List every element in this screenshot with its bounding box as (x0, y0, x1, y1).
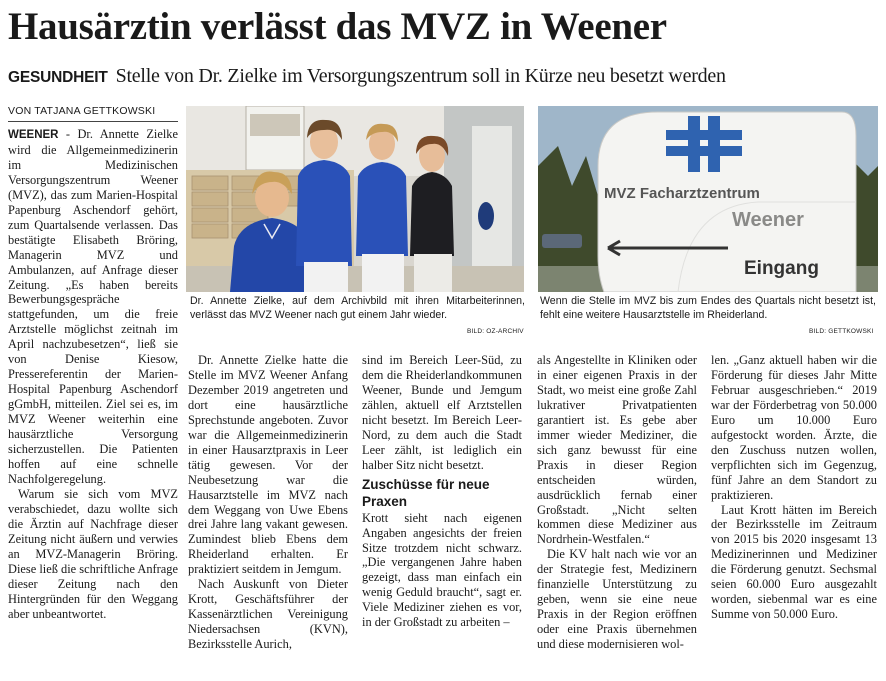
headline: Hausärztin verlässt das MVZ in Weener (8, 5, 667, 48)
sign-photo-caption: Wenn die Stelle im MVZ bis zum Endes des Quartals nicht besetzt ist, fehlt eine weitere Hausarztstelle im Rheiderland. (540, 295, 876, 321)
paragraph: Warum sie sich vom MVZ verabschiedet, dazu wollte sich die Ärztin auf Nachfrage dieser Zeitung nicht äußern und verwies an MVZ-Managerin Bröring. Diese ließ die schriftliche Anfrage dieser Zeitung nach den Hintergründen für den Weggang aber unbeantwortet. (8, 486, 178, 621)
paragraph: sind im Bereich Leer-Süd, zu dem die Rheiderlandkommunen Weener, Bunde und Jemgum zählen, aktuell elf Arztstellen nicht besetzt. Im Bereich Leer-Nord, zu dem auch die Stadt Leer zählt, ist lediglich ein halber Sitz nicht besetzt. (362, 353, 522, 472)
sign-photo (538, 106, 878, 292)
team-photo-image (186, 106, 524, 292)
team-photo-credit: BILD: OZ-ARCHIV (467, 328, 524, 335)
sign-photo-image (538, 106, 878, 292)
paragraph: Laut Krott hätten im Bereich der Bezirksstelle im Zeitraum von 2015 bis 2020 insgesamt 13 Medizinerinnen und Mediziner die Förderung genutzt. Sechsmal seien 60.000 Euro ausgezahlt worden, siebenmal war es eine Summe von 50.000 Euro. (711, 502, 877, 622)
subheadline (8, 64, 880, 90)
paragraph: len. „Ganz aktuell haben wir die Förderung für dieses Jahr Mitte Februar ausgeschrieben.“ 2019 war der Förderbetrag von 50.000 Euro um 10.000 Euro aufgestockt worden. Ärzte, die den Zuschuss nutzen wollen, verpflichten sich im Gegenzug, fünf Jahre an dem Standort zu praktizieren. (711, 353, 877, 502)
deck-text: Stelle von Dr. Zielke im Versorgungszentrum soll in Kürze neu besetzt werden (115, 65, 726, 87)
article-column-1 (8, 127, 178, 667)
sign-line3: Eingang (744, 258, 819, 279)
paragraph: Krott sieht nach eigenen Angaben angesichts der freien Sitze trotzdem nicht schwarz. „Die vergangenen Jahre haben gezeigt, dass man einfach ein wenig Geduld braucht“, sagt er. Viele Mediziner ziehen es vor, in der Großstadt zu arbeiten – (362, 510, 522, 630)
team-photo (186, 106, 524, 292)
byline-rule (8, 121, 178, 122)
team-photo-caption: Dr. Annette Zielke, auf dem Archivbild mit ihren Mitarbeiterinnen, verlässt das MVZ Weener nach gut einem Jahr wieder. (190, 295, 525, 321)
section-kicker: GESUNDHEIT (8, 69, 108, 86)
paragraph: Dr. Annette Zielke hatte die Stelle im MVZ Weener Anfang Dezember 2019 angetreten und dort eine hausärztliche Sprechstunde angeboten. Zuvor war die Allgemeinmedizinerin in einer Hausarztpraxis in Leer tätig gewesen. Vor der Neubesetzung war die Hausarztstelle im MVZ nach dem Weggang von Uwe Ebens drei Jahre lang vakant gewesen. Zumindest blieb Ebens dem Rheiderland erhalten. Er praktiziert seitdem in Jemgum. (188, 353, 348, 577)
article-column-2 (188, 353, 348, 669)
byline: VON TATJANA GETTKOWSKI (8, 105, 156, 117)
sign-line2: Weener (732, 209, 804, 231)
article-column-4 (537, 353, 697, 669)
sign-line1: MVZ Facharztzentrum (604, 185, 760, 202)
article-column-3 (362, 353, 522, 669)
paragraph: Nach Auskunft von Dieter Krott, Geschäftsführer der Kassenärztlichen Vereinigung Niedersachsen (KVN), Bezirksstelle Aurich, (188, 577, 348, 652)
lead-paragraph (8, 127, 178, 487)
dateline: WEENER (8, 129, 59, 141)
paragraph: als Angestellte in Kliniken oder in einer eigenen Praxis in der Stadt, wo meist eine große Zahl lukrativer Privatpatienten garantiert ist. Es gebe aber immer wieder Mediziner, die sich ganz bewusst für eine Praxis in dieser Region entscheiden würden, ausdrücklich fernab einer Großstadt. „Nicht selten kommen diese Mediziner aus Nordrhein-Westfalen.“ (537, 353, 697, 547)
subheading: Zuschüsse für neue Praxen (362, 476, 490, 509)
lead-text: - Dr. Annette Zielke wird die Allgemeinmedizinerin im Medizinischen Versorgungszentrum Weener (MVZ), das zum Marien-Hospital Papenburg Aschendorf gehört, zum Quartalsende verlassen. Das bestätigte Elisabeth Bröring, Managerin MVZ und Ambulanzen, auf Anfrage dieser Zeitung. „Es haben bereits Bewerbungsgespräche stattgefunden, um die freie Arztstelle möglichst zeitnah im April nachzubesetzen“, ließ sie von Denise Kiesow, Pressereferentin der Marien-Hospital Papenburg Aschendorf gGmbH, mitteilen. Ziel sei es, im MVZ Weener weiterhin eine hausärztliche Versorgung sicherzustellen. Die Patienten hoffen auf eine schnelle Nachfolgeregelung. (8, 127, 178, 486)
paragraph: Die KV halt nach wie vor an der Strategie fest, Medizinern finanzielle Unterstützung zu geben, wenn sie eine neue Praxis in der Region eröffnen oder eine Praxis übernehmen und diese modernisieren wol- (537, 547, 697, 652)
sign-photo-credit: BILD: GETTKOWSKI (809, 328, 874, 335)
article-column-5 (711, 353, 877, 669)
